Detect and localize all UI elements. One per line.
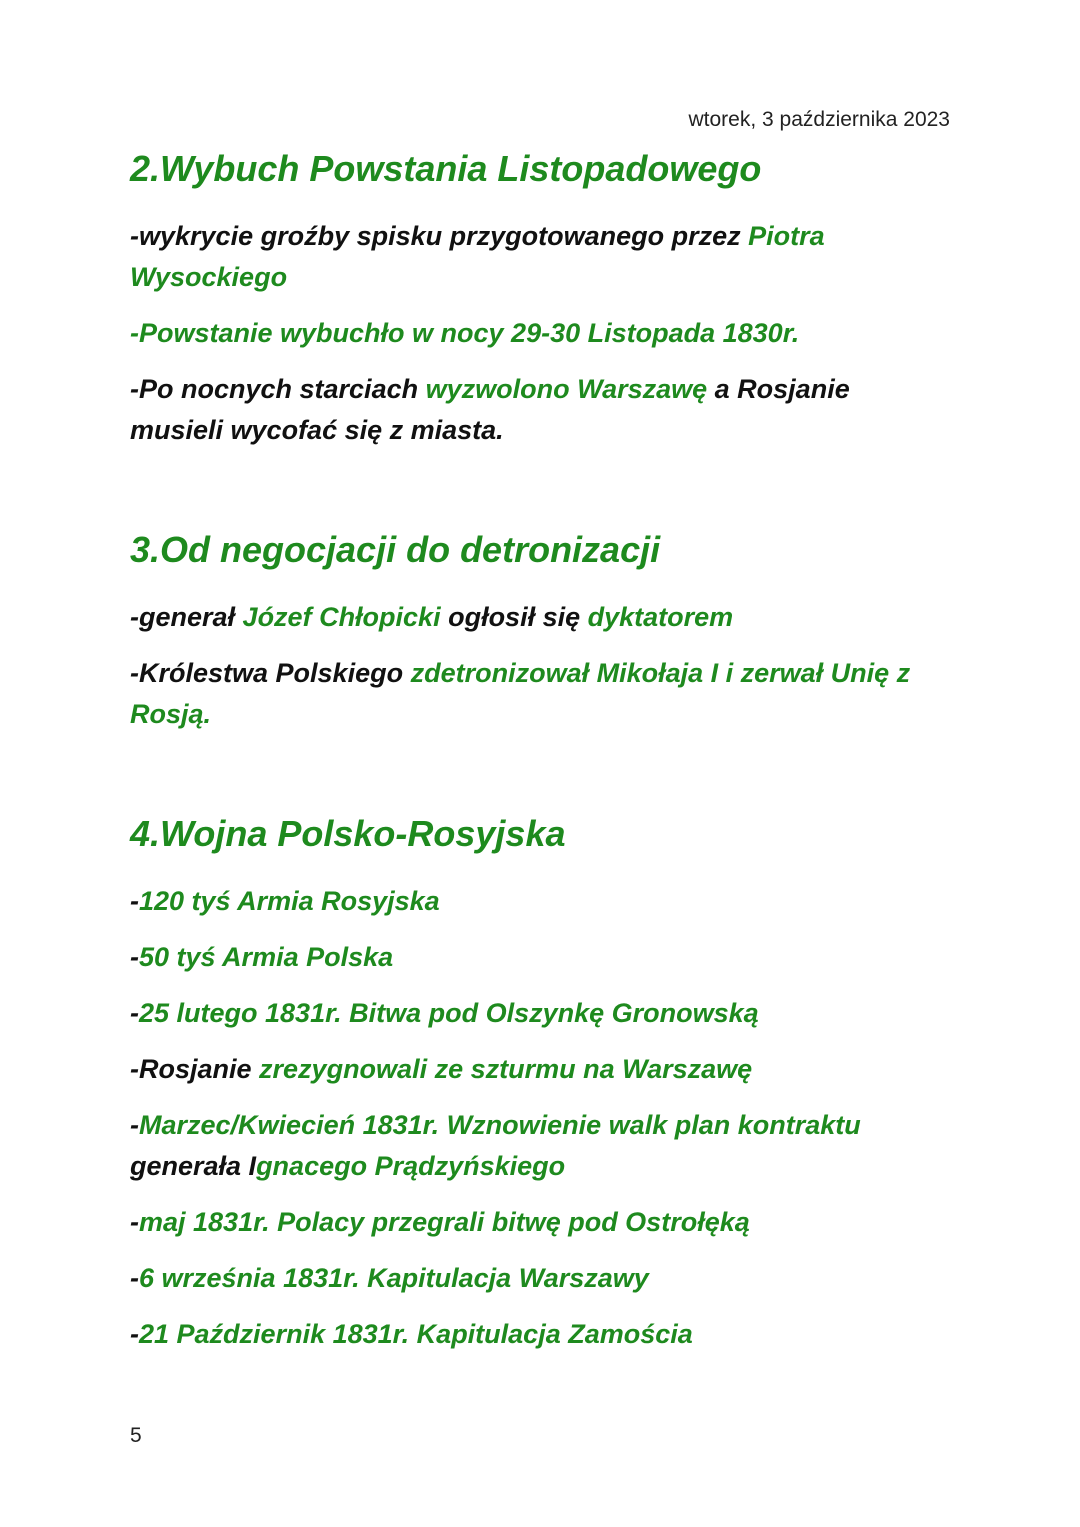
note-line: -50 tyś Armia Polska — [130, 942, 394, 972]
note-line: -maj 1831r. Polacy przegrali bitwę pod Ostrołęką — [130, 1207, 750, 1237]
note-line: -25 lutego 1831r. Bitwa pod Olszynkę Gronowską — [130, 998, 759, 1028]
section-title: 3.Od negocjacji do detronizacji — [130, 529, 661, 570]
page-number: 5 — [130, 1424, 142, 1447]
note-line: -wykrycie groźby spisku przygotowanego przez Piotra Wysockiego — [130, 221, 825, 292]
note-line: -Marzec/Kwiecień 1831r. Wznowienie walk plan kontraktu generała Ignacego Prądzyńskiego — [130, 1110, 861, 1181]
section-title: 2.Wybuch Powstania Listopadowego — [130, 148, 762, 189]
notes-content — [130, 140, 950, 1370]
section-title: 4.Wojna Polsko-Rosyjska — [130, 813, 566, 854]
note-line: -generał Józef Chłopicki ogłosił się dyktatorem — [130, 602, 734, 632]
note-line: -Królestwa Polskiego zdetronizował Mikołaja I i zerwał Unię z Rosją. — [130, 658, 911, 729]
note-line: -21 Październik 1831r. Kapitulacja Zamościa — [130, 1319, 693, 1349]
note-line: -120 tyś Armia Rosyjska — [130, 886, 440, 916]
page-date: wtorek, 3 października 2023 — [688, 108, 950, 131]
section-od-negocjacji — [130, 521, 950, 735]
section-wybuch-powstania — [130, 140, 950, 451]
section-wojna-polsko-rosyjska — [130, 805, 950, 1355]
note-line: -Powstanie wybuchło w nocy 29-30 Listopada 1830r. — [130, 318, 800, 348]
note-line: -Rosjanie zrezygnowali ze szturmu na Warszawę — [130, 1054, 753, 1084]
note-line: -Po nocnych starciach wyzwolono Warszawę a Rosjanie musieli wycofać się z miasta. — [130, 374, 850, 445]
note-line: -6 września 1831r. Kapitulacja Warszawy — [130, 1263, 649, 1293]
